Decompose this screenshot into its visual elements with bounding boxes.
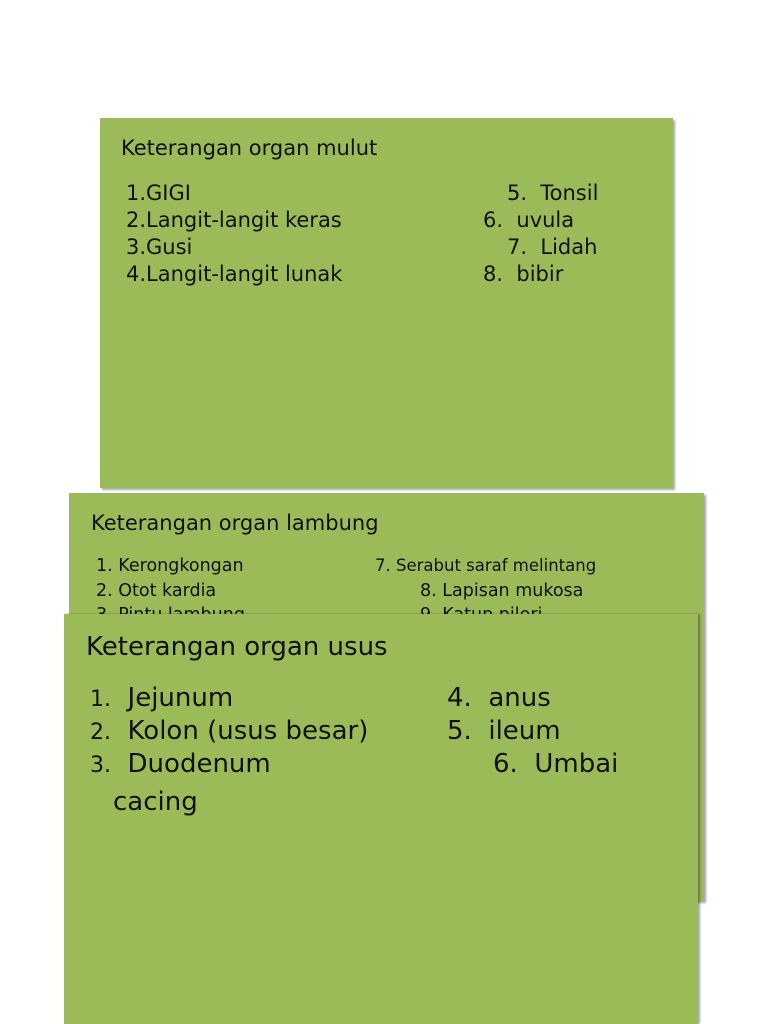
card-title: Keterangan organ lambung: [91, 511, 379, 535]
list-item: 3.Gusi: [126, 235, 193, 259]
list-text: anus: [488, 683, 551, 713]
list-item: 1. Kerongkongan: [96, 556, 244, 576]
card-organ-usus: [64, 614, 698, 1024]
list-item: 2. Otot kardia: [96, 581, 217, 601]
list-item: 2.Langit-langit keras: [126, 208, 342, 232]
list-item: 6. uvula: [483, 208, 575, 232]
list-item: 8. Lapisan mukosa: [420, 581, 584, 601]
list-item: [90, 748, 271, 782]
list-number: 5.: [447, 716, 472, 746]
card-title: Keterangan organ mulut: [121, 136, 378, 160]
list-item-continuation: cacing: [113, 787, 198, 817]
list-text: Umbai: [534, 749, 619, 779]
list-item: [447, 682, 551, 715]
list-item: 7. Serabut saraf melintang: [375, 556, 597, 575]
list-number: 3.: [90, 753, 111, 778]
list-item: 8. bibir: [483, 262, 564, 286]
list-number: 6.: [493, 749, 518, 779]
card-title: Keterangan organ usus: [86, 632, 388, 662]
list-item: [493, 748, 618, 781]
list-item: 1.GIGI: [126, 181, 191, 205]
list-item: 5. Tonsil: [507, 181, 599, 205]
list-text: Kolon (usus besar): [127, 716, 369, 746]
list-number: 4.: [447, 683, 472, 713]
list-text: Duodenum: [127, 749, 271, 779]
card-organ-mulut: [100, 118, 673, 488]
list-item: [90, 715, 368, 749]
list-item: 4.Langit-langit lunak: [126, 262, 343, 286]
list-item: [447, 715, 561, 748]
list-item: 7. Lidah: [507, 235, 598, 259]
list-number: 2.: [90, 720, 111, 745]
list-number: 1.: [90, 687, 111, 712]
list-text: Jejunum: [127, 683, 234, 713]
list-text: ileum: [488, 716, 561, 746]
list-item: [90, 682, 233, 716]
